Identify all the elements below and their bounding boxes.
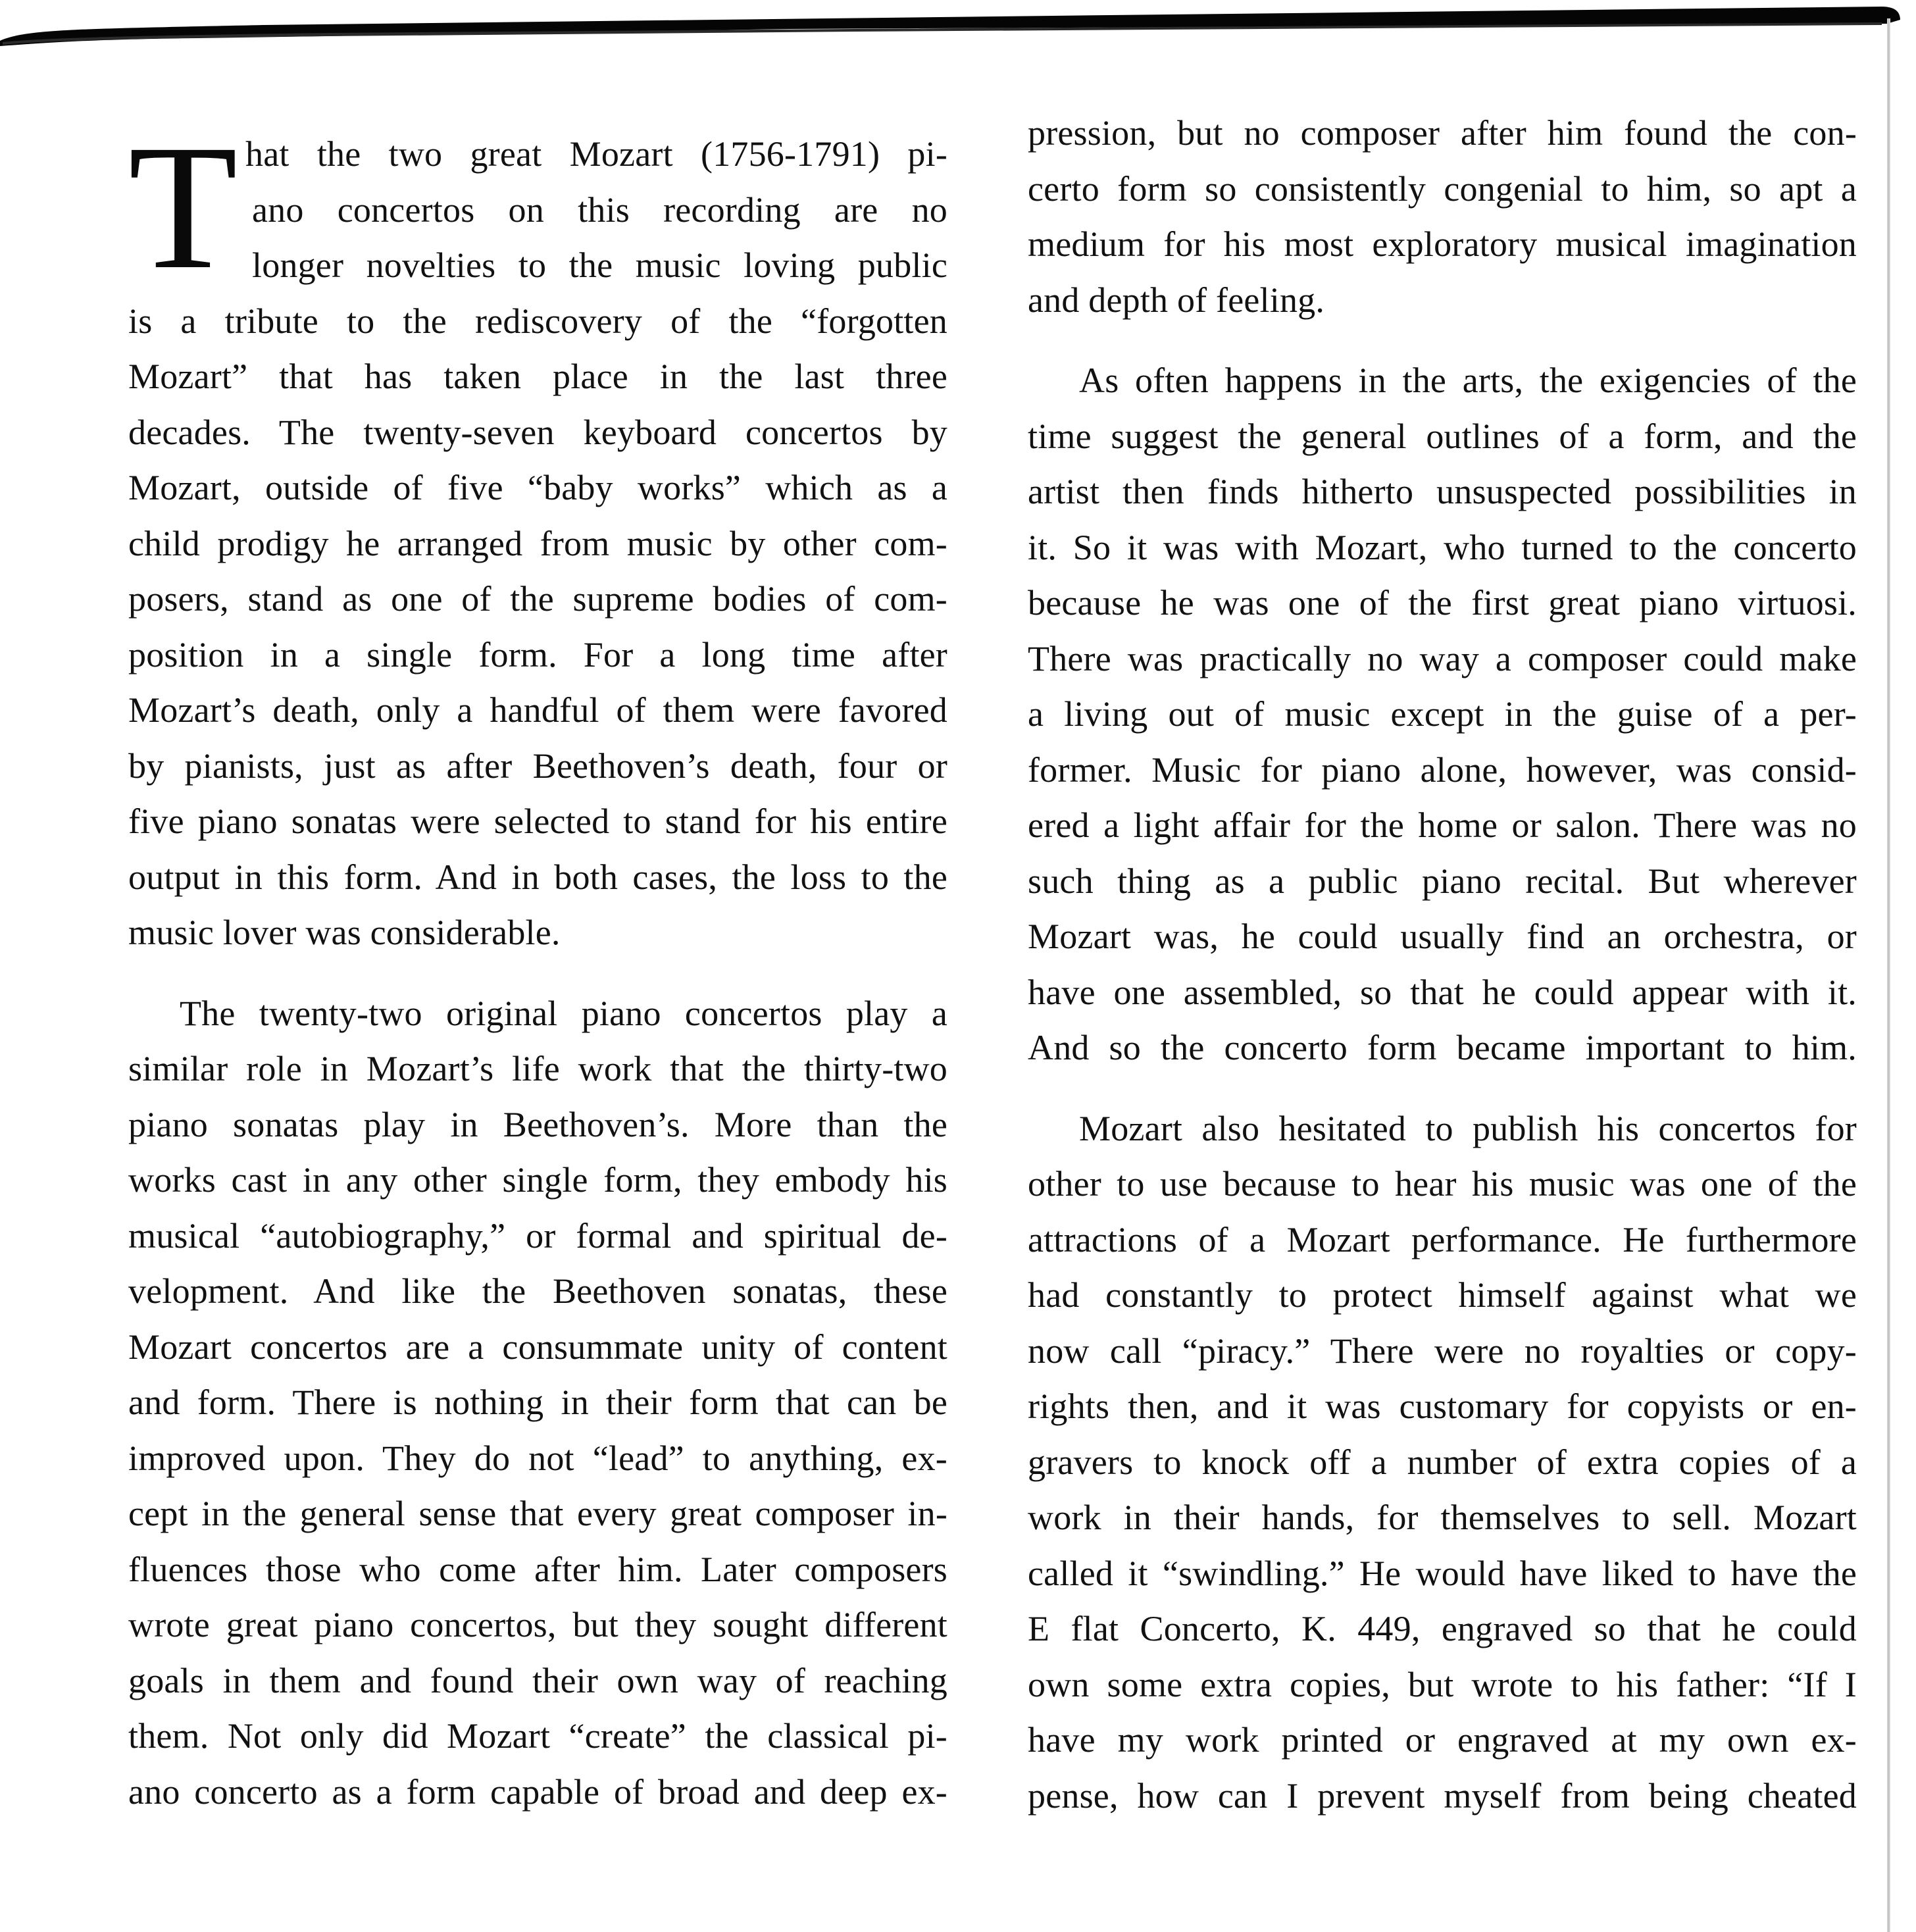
text-line: velopment. And like the Beethoven sonatas, these [128, 1271, 947, 1311]
text-line: As often happens in the arts, the exigencies of the [1079, 361, 1857, 400]
text-line: is a tribute to the rediscovery of the “forgotten [128, 301, 947, 341]
text-line: because he was one of the first great piano virtuosi. [1028, 583, 1857, 623]
text-line: E flat Concerto, K. 449, engraved so that he could [1028, 1609, 1857, 1648]
paragraph-1 [128, 108, 947, 961]
text-line: Mozart was, he could usually find an orchestra, or [1028, 917, 1857, 956]
text-line: child prodigy he arranged from music by other com- [128, 523, 947, 563]
text-line: Mozart, outside of five “baby works” which as a [128, 468, 947, 507]
text-line: have my work printed or engraved at my own ex- [1028, 1720, 1857, 1760]
top-binding-band [0, 0, 1916, 53]
text-line: now call “piracy.” There were no royalties or copy- [1028, 1331, 1857, 1371]
text-line: longer novelties to the music loving public [252, 245, 947, 285]
text-line: cept in the general sense that every great composer in- [128, 1494, 947, 1533]
text-line: time suggest the general outlines of a form, and the [1028, 416, 1857, 456]
text-line: Mozart concertos are a consummate unity of content [128, 1327, 947, 1367]
paragraph-4 [1028, 353, 1857, 1076]
text-line: posers, stand as one of the supreme bodies of com- [128, 579, 947, 619]
left-column [128, 108, 947, 1819]
right-column [1028, 105, 1857, 1823]
text-line: own some extra copies, but wrote to his father: “If I [1028, 1664, 1857, 1704]
text-line: piano sonatas play in Beethoven’s. More than the [128, 1104, 947, 1144]
page-right-edge [1887, 18, 1890, 1932]
text-line: hat the two great Mozart (1756-1791) pi- [245, 134, 947, 174]
text-line: goals in them and found their own way of reaching [128, 1660, 947, 1700]
drop-cap: T [128, 108, 238, 306]
text-line: artist then finds hitherto unsuspected possibilities in [1028, 472, 1857, 511]
text-line: position in a single form. For a long time after [128, 634, 947, 674]
paragraph-spacer [128, 961, 947, 986]
text-line: and form. There is nothing in their form that can be [128, 1383, 947, 1422]
text-line: such thing as a public piano recital. But wherever [1028, 861, 1857, 901]
text-line: decades. The twenty-seven keyboard concertos by [128, 412, 947, 452]
text-line: and depth of feeling. [1028, 280, 1325, 320]
text-line: musical “autobiography,” or formal and spiritual de- [128, 1215, 947, 1256]
paragraph-2 [128, 986, 947, 1820]
paragraph-3 [1028, 105, 1857, 328]
text-line: work in their hands, for themselves to sell. Mozart [1028, 1498, 1857, 1537]
text-line: it. So it was with Mozart, who turned to the concerto [1028, 527, 1857, 567]
text-line: had constantly to protect himself against what we [1028, 1275, 1857, 1315]
text-line: fluences those who come after him. Later composers [128, 1549, 947, 1589]
text-line: five piano sonatas were selected to stand for his entire [128, 801, 947, 841]
text-line: And so the concerto form became important to him. [1028, 1028, 1857, 1067]
text-line: other to use because to hear his music was one of the [1028, 1164, 1857, 1204]
text-line: a living out of music except in the guise of a per- [1028, 694, 1857, 734]
text-line: gravers to knock off a number of extra copies of a [1028, 1442, 1857, 1482]
text-line: called it “swindling.” He would have liked to have the [1028, 1553, 1857, 1593]
text-line: Mozart” that has taken place in the last three [128, 357, 947, 396]
text-line: medium for his most exploratory musical imagination [1028, 224, 1857, 264]
text-line: pense, how can I prevent myself from being cheated [1028, 1775, 1857, 1816]
text-line: works cast in any other single form, they embody his [128, 1160, 947, 1200]
text-line: by pianists, just as after Beethoven’s death, four or [128, 746, 947, 786]
paragraph-spacer [1028, 328, 1857, 353]
text-line: similar role in Mozart’s life work that the thirty-two [128, 1049, 947, 1088]
text-line: There was practically no way a composer could make [1028, 638, 1857, 678]
text-line: The twenty-two original piano concertos play a [180, 993, 947, 1033]
text-line: Mozart also hesitated to publish his concertos for [1079, 1108, 1857, 1148]
text-line: ered a light affair for the home or salon. There was no [1028, 805, 1857, 845]
text-line: improved upon. They do not “lead” to anything, ex- [128, 1438, 947, 1478]
text-line: rights then, and it was customary for copyists or en- [1028, 1386, 1857, 1426]
text-line: them. Not only did Mozart “create” the classical pi- [128, 1716, 947, 1756]
text-line: certo form so consistently congenial to him, so apt a [1028, 168, 1857, 209]
text-line: former. Music for piano alone, however, was consid- [1028, 750, 1857, 790]
text-line: Mozart’s death, only a handful of them were favored [128, 690, 947, 730]
text-line: have one assembled, so that he could appear with it. [1028, 972, 1857, 1012]
text-line: music lover was considerable. [128, 913, 561, 952]
text-line: attractions of a Mozart performance. He furthermore [1028, 1219, 1857, 1259]
paragraph-spacer [1028, 1076, 1857, 1101]
text-line: ano concerto as a form capable of broad and deep ex- [128, 1771, 947, 1812]
text-line: pression, but no composer after him found the con- [1028, 113, 1857, 153]
text-line: ano concertos on this recording are no [252, 190, 947, 230]
text-line: wrote great piano concertos, but they sought different [128, 1605, 947, 1644]
paragraph-5 [1028, 1101, 1857, 1824]
text-line: output in this form. And in both cases, the loss to the [128, 857, 947, 897]
